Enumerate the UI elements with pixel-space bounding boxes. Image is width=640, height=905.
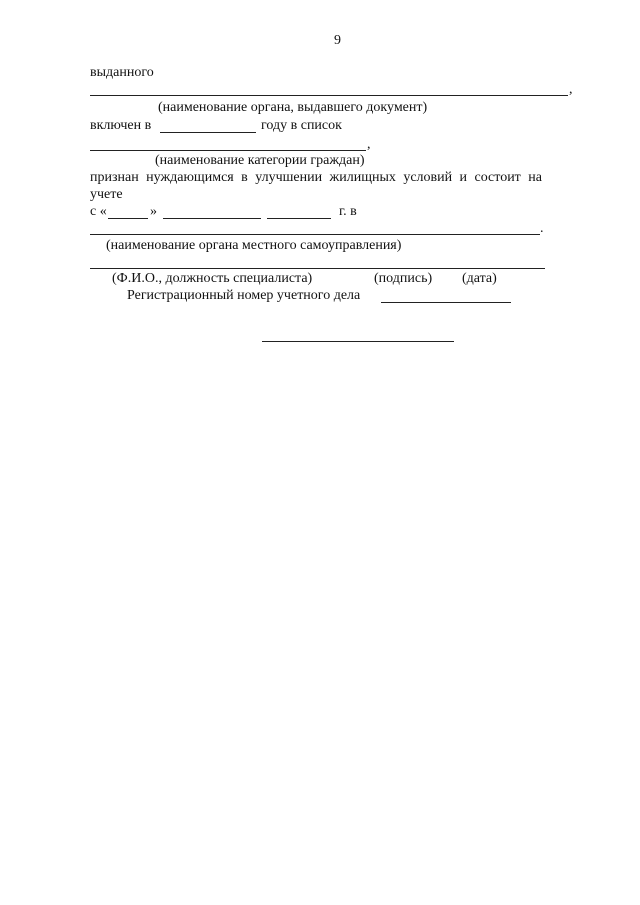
category-comma: , xyxy=(367,137,371,152)
year-suffix: г. в xyxy=(339,204,357,219)
closing-separator xyxy=(262,341,454,342)
word: на xyxy=(528,170,542,185)
municipal-caption: (наименование органа местного самоуправления) xyxy=(106,238,402,253)
date-open-quote: с « xyxy=(90,204,107,219)
word: жилищных xyxy=(329,170,396,185)
registration-blank[interactable] xyxy=(381,302,511,303)
issued-label: выданного xyxy=(90,65,154,80)
included-suffix: году в список xyxy=(261,118,342,133)
year-blank[interactable] xyxy=(160,132,256,133)
signature-caption: (подпись) xyxy=(374,271,433,286)
issuer-comma: , xyxy=(569,82,573,97)
month-blank[interactable] xyxy=(163,218,261,219)
date-close-quote: » xyxy=(150,204,157,219)
word: улучшении xyxy=(255,170,323,185)
word: условий xyxy=(403,170,453,185)
municipal-blank[interactable] xyxy=(90,234,540,235)
on-record-label: учете xyxy=(90,187,123,202)
recognized-line xyxy=(90,170,542,186)
registration-label: Регистрационный номер учетного дела xyxy=(127,288,361,303)
municipal-period: . xyxy=(540,221,544,236)
specialist-caption: (Ф.И.О., должность специалиста) xyxy=(112,271,313,286)
category-blank[interactable] xyxy=(90,150,366,151)
issuer-blank[interactable] xyxy=(90,95,568,96)
signature-line[interactable] xyxy=(90,268,545,269)
day-blank[interactable] xyxy=(108,218,148,219)
category-caption: (наименование категории граждан) xyxy=(155,153,365,168)
included-label: включен в xyxy=(90,118,152,133)
word: и xyxy=(459,170,468,185)
word: состоит xyxy=(474,170,521,185)
word: в xyxy=(241,170,248,185)
word: нуждающимся xyxy=(146,170,234,185)
year2-blank[interactable] xyxy=(267,218,331,219)
word: признан xyxy=(90,170,139,185)
date-caption: (дата) xyxy=(462,271,497,286)
page-number: 9 xyxy=(334,33,341,48)
issuer-caption: (наименование органа, выдавшего документ) xyxy=(158,100,428,115)
